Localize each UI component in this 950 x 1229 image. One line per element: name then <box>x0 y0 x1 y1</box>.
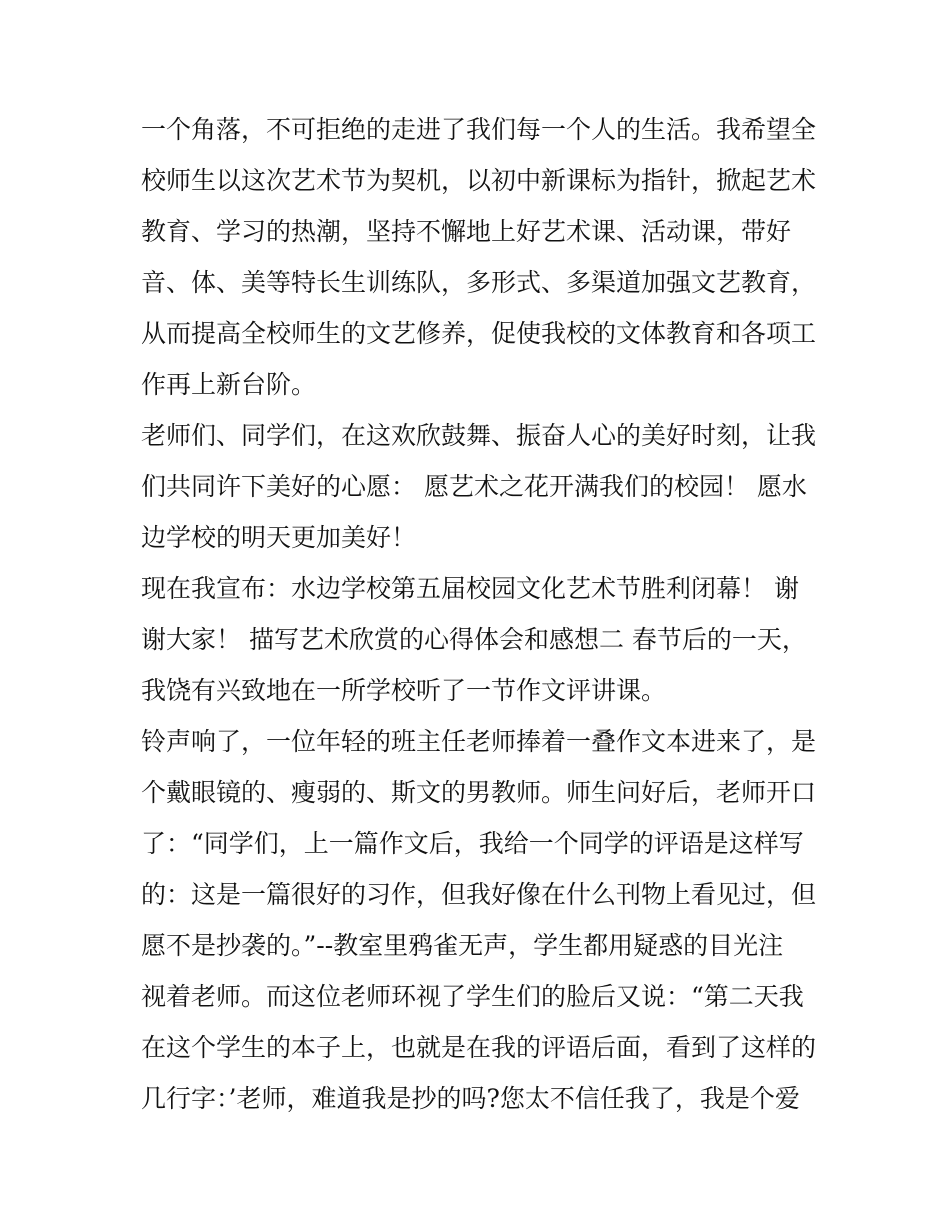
text-line: 作再上新台阶。 <box>141 370 317 399</box>
text-line: 音、体、美等特长生训练队，多形式、多渠道加强文艺教育， <box>141 268 817 297</box>
text-line: 现在我宣布：水边学校第五届校园文化艺术节胜利闭幕！ 谢 <box>141 574 799 603</box>
text-line: 校师生以这次艺术节为契机，以初中新课标为指针，掀起艺术 <box>141 166 817 195</box>
text-line: 视着老师。而这位老师环视了学生们的脸后又说：“第二天我 <box>141 982 804 1011</box>
text-line: 边学校的明天更加美好！ <box>141 523 417 552</box>
text-line: 从而提高全校师生的文艺修养，促使我校的文体教育和各项工 <box>141 319 817 348</box>
text-line: 几行字：’老师，难道我是抄的吗?您太不信任我了，我是个爱 <box>141 1084 800 1113</box>
text-line: 们共同许下美好的心愿： 愿艺术之花开满我们的校园！ 愿水 <box>141 472 807 501</box>
document-body <box>141 104 817 1124</box>
text-line: 了：“同学们，上一篇作文后，我给一个同学的评语是这样写 <box>141 829 804 858</box>
text-line: 在这个学生的本子上，也就是在我的评语后面，看到了这样的 <box>141 1033 817 1062</box>
text-line: 铃声响了，一位年轻的班主任老师捧着一叠作文本进来了，是 <box>141 727 817 756</box>
text-line: 一个角落，不可拒绝的走进了我们每一个人的生活。我希望全 <box>141 115 817 144</box>
text-line: 谢大家！ 描写艺术欣赏的心得体会和感想二 春节后的一天， <box>141 625 807 654</box>
text-line: 个戴眼镜的、瘦弱的、斯文的男教师。师生问好后，老师开口 <box>141 778 817 807</box>
text-line: 老师们、同学们，在这欢欣鼓舞、振奋人心的美好时刻，让我 <box>141 421 817 450</box>
text-line: 我饶有兴致地在一所学校听了一节作文评讲课。 <box>141 676 667 705</box>
text-line: 教育、学习的热潮，坚持不懈地上好艺术课、活动课，带好 <box>141 217 792 246</box>
text-line: 的：这是一篇很好的习作，但我好像在什么刊物上看见过，但 <box>141 880 817 909</box>
text-line: 愿不是抄袭的。”--教室里鸦雀无声，学生都用疑惑的目光注 <box>141 931 784 960</box>
